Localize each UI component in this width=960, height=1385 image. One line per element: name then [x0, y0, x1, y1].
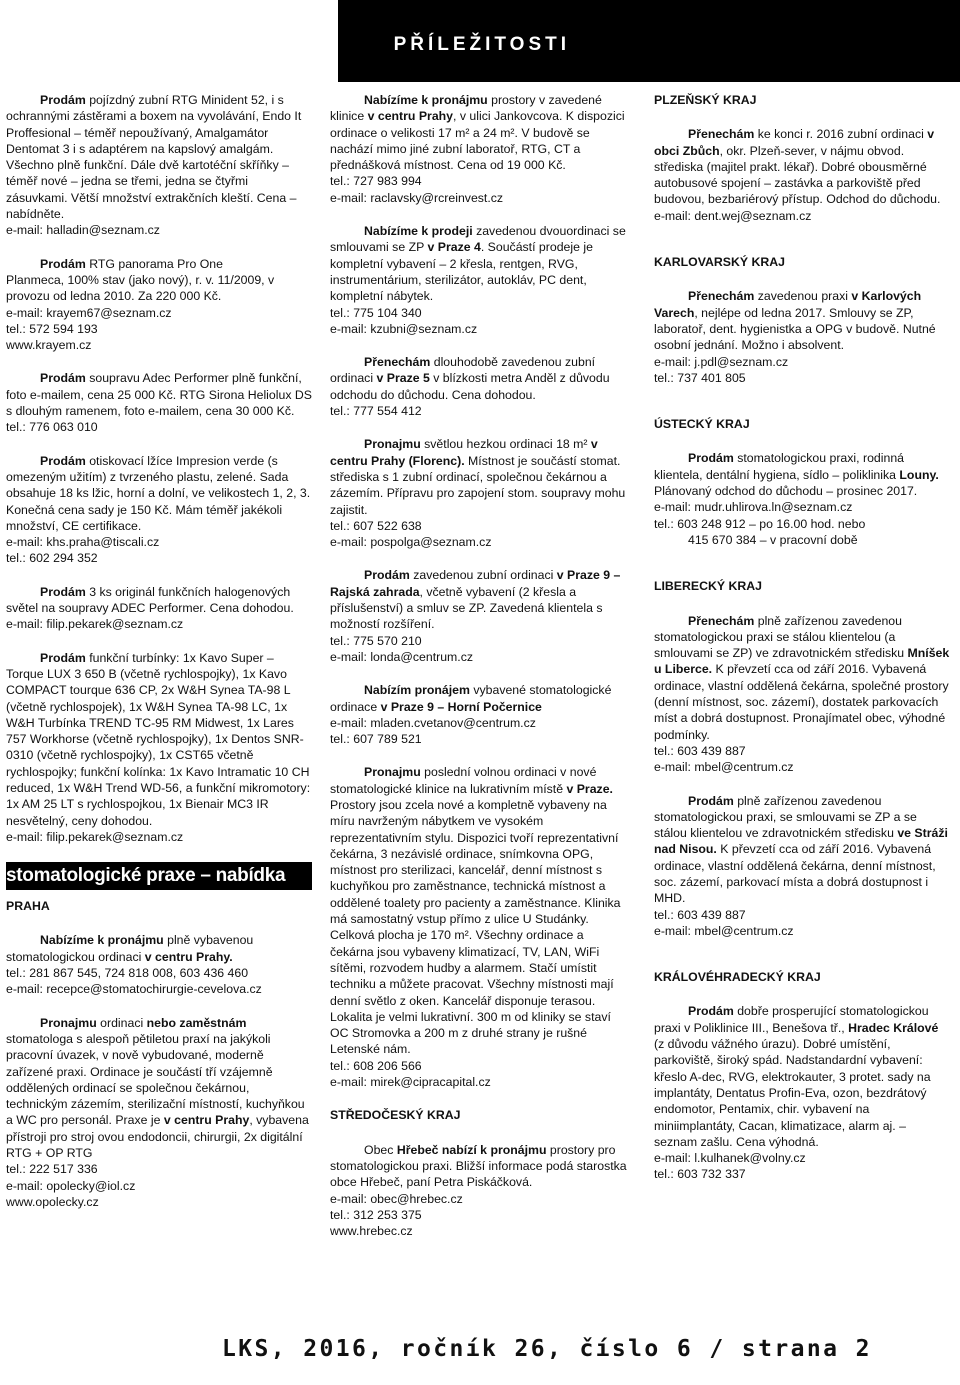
ad-lead: Prodám — [40, 650, 86, 665]
ad-text: v blízkosti metra Anděl z důvodu odchodu do důchodu. Cena dohodou. — [330, 371, 610, 402]
ad-email: e-mail: mudr.uhlirova.ln@seznam.cz — [654, 500, 853, 515]
ad-lead: Pronajmu — [364, 437, 421, 452]
ad-text: plně vybavenou stomatologickou ordinaci — [6, 933, 254, 964]
ad-text: zavedenou praxi — [754, 289, 852, 304]
ad-email: e-mail: l.kulhanek@volny.cz — [654, 1151, 806, 1166]
ad-lead: Přenechám — [688, 127, 755, 142]
ad-text: , v ulici Jankovcova. K dispozici ordinace o velikosti 17 m² a 24 m². V budově se nachází mimo jiné zubní laboratoř, RTG, CT a přednášková místnost. Cena od 19 000 Kč. — [330, 109, 625, 173]
region-heading: PLZEŇSKÝ KRAJ — [654, 93, 757, 107]
column-2 — [330, 92, 630, 1256]
section-title: stomatologické praxe – nabídka — [6, 862, 312, 890]
ad-phone: tel.: 572 594 193 — [6, 321, 98, 336]
ad-email: e-mail: j.pdl@seznam.cz — [654, 354, 789, 369]
region-heading: PRAHA — [6, 899, 50, 914]
ad-email: e-mail: kzubni@seznam.cz — [330, 321, 478, 336]
ad-email: e-mail: recepce@stomatochirurgie-cevelova.cz — [6, 982, 262, 997]
ad-location: v centru Prahy. — [144, 949, 233, 964]
ad-location: Mníšek u Liberce. — [654, 646, 950, 677]
column-3 — [654, 92, 950, 1200]
classified-ad — [330, 436, 630, 550]
ad-phone: tel.: 603 732 337 — [654, 1167, 746, 1182]
ad-text: ke konci r. 2016 zubní ordinaci — [754, 127, 928, 142]
ad-text: stomatologickou praxi, rodinná klientela, dentální hygiena, sídlo – poliklinika — [654, 451, 904, 482]
column-1 — [6, 92, 312, 1227]
ad-email: e-mail: mbel@centrum.cz — [654, 923, 794, 938]
ad-location: ve Stráži nad Nisou. — [654, 826, 948, 857]
ad-email: e-mail: londa@centrum.cz — [330, 649, 474, 664]
classified-ad — [330, 1142, 630, 1240]
ad-email: e-mail: mbel@centrum.cz — [654, 760, 794, 775]
ad-email: e-mail: pospolga@seznam.cz — [330, 535, 492, 550]
ad-text: stomatologa s alespoň pětiletou praxí na jakýkoli pracovní úvazek, v nově vybudované, moderně zařízené praxi. Ordinace je součástí tří vzájemně oddělených ordinací se společnou čekárnou, technickým zázemím, sterilizační místností, kuchyňkou a WC pro personál. Praxe je — [6, 1031, 305, 1128]
ad-email: e-mail: mirek@cipracapital.cz — [330, 1075, 491, 1090]
ad-phone: tel.: 775 104 340 — [330, 305, 422, 320]
classified-ad — [6, 584, 312, 633]
ad-location: v Praze. — [566, 781, 613, 796]
classified-ad — [330, 92, 630, 206]
classified-ad — [6, 453, 312, 567]
ad-text: Prostory jsou zcela nové a kompletně vybaveny na míru navrženým nábytkem ve vysokém reprezentativním stylu. Dispozici tvoří reprezentativní čekárna, 3 nezávislé ordinace, snímkovna OPG, místnost pro sterilizaci, kancelář, denní místnost s kuchyňkou pro zaměstnance, technická místnost a oddělené toalety pro pacienty a zaměstnance. Klinika má samostatný vstup přímo z ulice U Studánky. Celková plocha je 170 m². Všechny ordinace a čekárna jsou vybaveny klimatizací, TV, LAN, WiFi sítěmi, rozvodem hudby a alarmem. Stačí umístit techniku a můžete pracovat. Všechny místnosti mají denní světlo z oken. Kancelář disponuje terasou. Lokalita je velmi lukrativní. 300 m od kliniky se staví OC Stromovka a 200 m z druhé strany je rušné Letenské nám. — [330, 797, 621, 1057]
ad-lead: Pronajmu — [40, 1015, 97, 1030]
ad-location: v centru Prahy — [163, 1113, 250, 1128]
ad-text: plně zařízenou zavedenou stomatologickou praxi se stálou klientelou (a smlouvami se ZP) ve zdravotnickém středisku — [654, 613, 908, 661]
classified-ad — [654, 1003, 950, 1182]
ad-text: zavedenou zubní ordinaci — [409, 568, 557, 583]
ad-location: Hradec Králové — [848, 1020, 939, 1035]
ad-text: K převzetí cca od září 2016. Vybavená ordinace, vlastní oddělená čekárna, společné prostory (denní místnost, soc. zázemí), dostatek parkovacích míst a dobrá dostupnost. Pronajímatel obec, výhodné podmínky. — [654, 662, 949, 742]
ad-phone: tel.: 775 570 210 — [330, 633, 422, 648]
ad-lead: Prodám — [40, 256, 86, 271]
ad-text: , včetně vybavení (2 křesla a příslušenství) a smluv se ZP. Zavedená klientela s možností rozšíření. — [330, 584, 603, 632]
ad-email: e-mail: opolecky@iol.cz — [6, 1178, 136, 1193]
ad-lead: Nabízíme k prodeji — [364, 224, 473, 239]
ad-lead: Hřebeč nabízí k pronájmu — [396, 1142, 547, 1157]
ad-phone: tel.: 603 439 887 — [654, 743, 746, 758]
ad-text: poslední volnou ordinaci v nové stomatologické klinice na lukrativním místě — [330, 765, 597, 796]
ad-phone: 415 670 384 – v pracovní době — [688, 532, 858, 547]
ad-phone: tel.: 281 867 545, 724 818 008, 603 436 460 — [6, 966, 249, 981]
ad-email: e-mail: khs.praha@tiscali.cz — [6, 535, 160, 550]
ad-lead: Prodám — [364, 568, 410, 583]
classified-ad — [330, 764, 630, 1090]
ad-text: . Součástí prodeje je kompletní vybavení – 2 křesla, rentgen, RVG, instrumentárium, sterilizátor, autokláv, PC dent, kompletní nábytek. — [330, 240, 593, 304]
ad-phone: tel.: 222 517 336 — [6, 1162, 98, 1177]
ad-lead: Prodám — [40, 371, 86, 386]
ad-phone: tel.: 607 789 521 — [330, 732, 422, 747]
classified-ad — [330, 682, 630, 747]
ad-text: (z důvodu vážného úrazu). Dobré umístění, parkoviště, široký spád. Nadstandardní vybavení: křeslo A-dec, RVG, elektrokauter, 3 protet. sady na implantáty, Dentatus Profin-Eva, ozon, bezdrátový endomotor, Pentamix, chir. vybavení na miniimplantáty, Cacan, klimatizace, alarm aj. – seznam zašlu. Cena výhodná. — [654, 1037, 931, 1149]
region-heading: KARLOVARSKÝ KRAJ — [654, 255, 785, 270]
classified-ad — [6, 370, 312, 435]
ad-text: zavedenou dvouordinaci se smlouvami se ZP — [330, 224, 626, 255]
ad-email: e-mail: filip.pekarek@seznam.cz — [6, 829, 184, 844]
classified-ad — [330, 354, 630, 419]
ad-website: www.opolecky.cz — [6, 1194, 99, 1209]
ad-text: funkční turbínky: 1x Kavo Super – Torque LUX 3 650 B (včetně rychlospojky), 1x Kavo COMPACT tourque 636 CP, 2x W&H Synea TA-98 L (včetně rychlospojek), 1x W&H Synea TA-98 LC, 1x W&H Turbínka TREND TC-95 RM Midwest, 1x Lares 757 Workhorse (včetně rychlospojky), 1x Dentos SNR-0310 (včetně rychlospojky), 1x CST65 včetně rychlospojky; funkční kolínka: 1x Kavo Intramatic 10 CH reduced, 1x W&H Trend WD-56, a funkční mikromotory: 1x AM 25 LT s rychlospojkou, 1x Bienair MC3 IR nesvětelný, ceny dohodou. — [6, 650, 311, 828]
classified-ad — [6, 256, 312, 354]
ad-phone: tel.: 777 554 412 — [330, 404, 422, 419]
ad-phone: tel.: 776 063 010 — [6, 420, 98, 435]
ad-text: RTG panorama Pro One — [85, 256, 223, 271]
ad-lead: Pronajmu — [364, 765, 421, 780]
ad-email: e-mail: halladin@seznam.cz — [6, 223, 160, 238]
ad-phone: tel.: 727 983 994 — [330, 174, 422, 189]
ad-text: ordinaci — [96, 1015, 147, 1030]
classified-ad — [654, 793, 950, 940]
region-heading: STŘEDOČESKÝ KRAJ — [330, 1108, 461, 1123]
ad-email: e-mail: krayem67@seznam.cz — [6, 305, 172, 320]
ad-text: Místnost je součástí stomat. střediska s 1 zubní ordinací, společnou čekárnou a zázemím. Přípravu pro zapojení stom. soupravy mohu zajistit. — [330, 453, 626, 517]
ad-phone: tel.: 602 294 352 — [6, 551, 98, 566]
classified-ad — [654, 450, 950, 548]
ad-text: prostory pro stomatologickou praxi. Bližší informace podá starostka obce Hřebeč, paní Petra Piskáčková. — [330, 1142, 627, 1190]
region-heading: KRÁLOVÉHRADECKÝ KRAJ — [654, 970, 821, 985]
classified-ad — [6, 932, 312, 997]
ad-phone: tel.: 312 253 375 — [330, 1207, 422, 1222]
ad-text: Planmeca, 100% stav (jako nový), r. v. 11/2009, v provozu od ledna 2010. Za 220 000 Kč. — [6, 272, 275, 304]
ad-location: Louny. — [899, 467, 939, 482]
classified-ad — [6, 650, 312, 846]
ad-phone: tel.: 737 401 805 — [654, 370, 746, 385]
header-banner — [338, 0, 960, 82]
ad-email: e-mail: raclavsky@rcreinvest.cz — [330, 190, 504, 205]
ad-text: světlou hezkou ordinaci 18 m² — [420, 437, 591, 452]
ad-email: e-mail: obec@hrebec.cz — [330, 1191, 463, 1206]
ad-lead: Nabízíme k pronájmu — [40, 933, 164, 948]
ad-lead: Prodám — [688, 451, 734, 466]
ad-website: www.hrebec.cz — [330, 1224, 413, 1239]
classified-ad — [654, 613, 950, 776]
ad-text: Plánovaný odchod do důchodu – prosinec 2017. — [654, 484, 918, 499]
ad-text: , vybavena přístroji pro stroj ovou endodoncii, chirurgii, 2x digitální RTG + OP RTG — [6, 1113, 309, 1161]
ad-phone: tel.: 603 248 912 – po 16.00 hod. nebo — [654, 516, 866, 531]
ad-phone: tel.: 603 439 887 — [654, 907, 746, 922]
ad-text: otiskovací lžíce Impresion verde (s omezeným užitím) z tvrzeného plastu, zelené. Sada obsahuje 18 ks lžic, horní a dolní, ve velikostech 1, 2, 3. Konečná cena sady je 150 Kč. Mám téměř jakékoli množství, CE certifikace. — [6, 453, 311, 533]
classified-ad — [330, 223, 630, 337]
ad-text: , nejlépe od ledna 2017. Smlouvy se ZP, laboratoř, dent. hygienistka a OPG v budově. Nutné osobní jednání. Možno i absolvent. — [654, 305, 936, 353]
ad-lead: Nabízím pronájem — [364, 683, 470, 698]
ad-lead: Prodám — [40, 584, 86, 599]
ad-website: www.krayem.cz — [6, 338, 92, 353]
ad-text: K převzetí cca od září 2016. Vybavená ordinace, vlastní oddělená čekárna, denní místnost, soc. zázemí, parkovací místa a dobrá dostupnost i MHD. — [654, 842, 936, 906]
ad-text: 3 ks originál funkčních halogenových světel na soupravy ADEC Performer. Cena dohodou. — [6, 584, 294, 616]
ad-emphasis: nebo zaměstnám — [146, 1015, 247, 1030]
ad-text: plně zařízenou zavedenou stomatologickou praxi, se smlouvami se ZP a se stálou klientelou ve zdravotnickém středisku — [654, 793, 917, 841]
ad-text: dobře prosperující stomatologickou praxi v Poliklinice III., Benešova tř., — [654, 1004, 929, 1035]
ad-phone: tel.: 607 522 638 — [330, 518, 422, 533]
ad-location: v centru Prahy — [367, 109, 454, 124]
classified-ad — [654, 126, 950, 224]
ad-lead: Přenechám — [688, 289, 755, 304]
ad-email: e-mail: filip.pekarek@seznam.cz — [6, 617, 184, 632]
region-heading: ÚSTECKÝ KRAJ — [654, 417, 750, 432]
classified-ad — [654, 288, 950, 386]
page-title: PŘÍLEŽITOSTI — [393, 34, 570, 55]
ad-lead: Přenechám — [364, 355, 431, 370]
ad-text: Obec — [364, 1142, 397, 1157]
ad-text: prostory v zavedené klinice — [330, 93, 602, 124]
ad-location: v Praze 9 – Rajská zahrada — [330, 568, 621, 599]
classified-ad — [6, 1015, 312, 1211]
ad-lead: Přenechám — [688, 613, 755, 628]
page-footer: LKS, 2016, ročník 26, číslo 6 / strana 2 — [222, 1336, 872, 1362]
ad-email: e-mail: mladen.cvetanov@centrum.cz — [330, 715, 536, 730]
ad-text: dlouhodobě zavedenou zubní ordinaci — [330, 355, 596, 386]
ad-location: v Praze 4 — [427, 240, 481, 255]
ad-email: e-mail: dent.wej@seznam.cz — [654, 208, 812, 223]
ad-lead: Prodám — [688, 793, 734, 808]
ad-text: soupravu Adec Performer plně funkční, foto e-mailem, cena 25 000 Kč. RTG Sirona Heliolux DS s dlouhým ramenem, foto e-mailem, cena 30 000 Kč. — [6, 371, 312, 419]
ad-text: pojízdný zubní RTG Minident 52, i s ochrannými zástěrami a boxem na vyvolávání, Endo It Proffesional – téměř nepoužívaný, Amalgamátor Dentomat 3 i s adaptérem na kapslový amalgám. Všechno plně funkční. Dále dvě kartotéční skříňky – téměř nové – jedna se třemi, jedna se čtyřmi zásuvkami. Větší množství extrakčních kleští. Cena – nabídněte. — [6, 93, 302, 222]
classified-ad — [330, 567, 630, 665]
ad-phone: tel.: 608 206 566 — [330, 1058, 422, 1073]
ad-location: v Praze 5 — [376, 371, 430, 386]
ad-lead: Nabízíme k pronájmu — [364, 93, 488, 107]
ad-location: v Karlových Varech — [654, 289, 922, 320]
ad-lead: Prodám — [40, 93, 86, 107]
ad-location: v centru Prahy (Florenc). — [330, 437, 598, 468]
classified-ad — [6, 92, 312, 239]
ad-text: , okr. Plzeň-sever, v nájmu obvod. střediska (majitel prakt. lékař). Dobré obousměrné autobusové spojení – zastávka a parkoviště před budovou, bezbariérový přístup. Odchod do důchodu. — [654, 143, 941, 207]
ad-lead: Prodám — [40, 453, 86, 468]
region-heading: LIBERECKÝ KRAJ — [654, 579, 762, 594]
ad-lead: Prodám — [688, 1004, 734, 1019]
ad-location: v obci Zbůch — [654, 127, 935, 158]
ad-location: v Praze 9 – Horní Počernice — [380, 699, 542, 714]
ad-text: vybavené stomatologické ordinace — [330, 683, 612, 714]
